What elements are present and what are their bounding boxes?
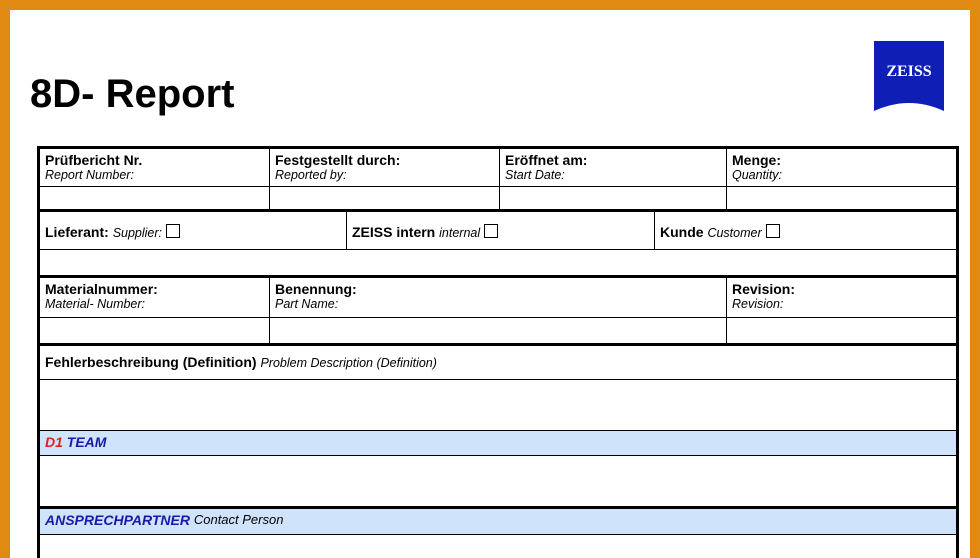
origin-details-field[interactable] <box>40 250 956 278</box>
material-number-label: Materialnummer: Material- Number: <box>40 278 270 317</box>
start-date-label: Eröffnet am: Start Date: <box>500 149 727 186</box>
report-header-inputs <box>40 187 956 212</box>
team-members-field[interactable] <box>40 456 956 509</box>
d1-team-header <box>40 430 956 456</box>
part-name-field[interactable] <box>270 318 727 343</box>
customer-option: Kunde Customer <box>655 212 956 249</box>
report-number-field[interactable] <box>40 187 270 209</box>
report-number-label: Prüfbericht Nr. Report Number: <box>40 149 270 186</box>
team-label: TEAM <box>66 434 107 450</box>
material-number-field[interactable] <box>40 318 270 343</box>
origin-row <box>40 212 956 250</box>
start-date-field[interactable] <box>500 187 727 209</box>
part-name-label: Benennung: Part Name: <box>270 278 727 317</box>
contact-person-header: ANSPRECHPARTNER Contact Person <box>40 509 956 535</box>
problem-description-field[interactable] <box>40 380 956 430</box>
material-row <box>40 278 956 318</box>
zeiss-internal-checkbox[interactable] <box>484 224 498 238</box>
d1-label: D1 <box>45 434 63 450</box>
contact-person-field[interactable] <box>40 535 956 558</box>
contact-label: ANSPRECHPARTNER <box>45 512 190 528</box>
reported-by-label: Festgestellt durch: Reported by: <box>270 149 500 186</box>
reported-by-field[interactable] <box>270 187 500 209</box>
logo-text: ZEISS <box>886 63 932 80</box>
supplier-checkbox[interactable] <box>166 224 180 238</box>
zeiss-logo <box>874 41 944 111</box>
report-form <box>37 146 959 558</box>
revision-label: Revision: Revision: <box>732 281 796 311</box>
problem-description-header: Fehlerbeschreibung (Definition) Problem Description (Definition) <box>40 346 956 380</box>
quantity-label: Menge: Quantity: <box>732 152 783 182</box>
material-inputs <box>40 318 956 346</box>
report-header-row <box>40 149 956 187</box>
revision-field[interactable] <box>727 318 956 343</box>
customer-checkbox[interactable] <box>766 224 780 238</box>
supplier-option: Lieferant: Supplier: <box>40 212 347 249</box>
page-title: 8D- Report <box>30 72 235 116</box>
zeiss-internal-option: ZEISS intern internal <box>347 212 655 249</box>
report-page <box>10 10 970 558</box>
quantity-field[interactable] <box>727 187 956 209</box>
